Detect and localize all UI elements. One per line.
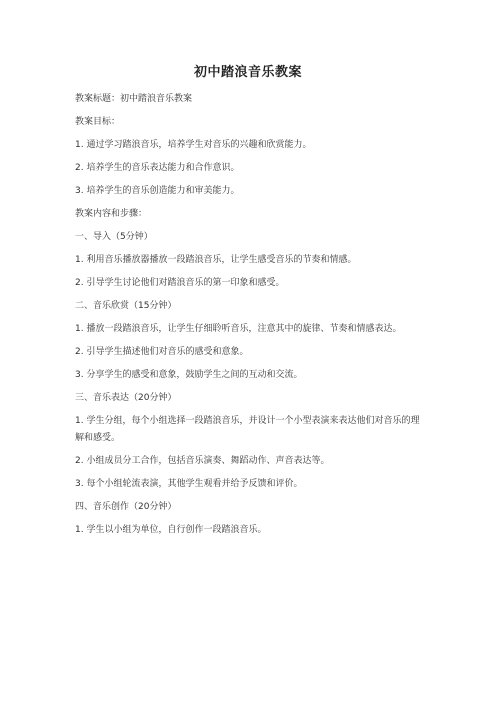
paragraph-intro-1: 1. 利用音乐播放器播放一段踏浪音乐，让学生感受音乐的节奏和情感。	[75, 255, 357, 265]
paragraph-content-heading: 教案内容和步骤：	[75, 209, 148, 219]
paragraph-goal-1: 1. 通过学习踏浪音乐，培养学生对音乐的兴趣和欣赏能力。	[75, 140, 312, 150]
document-title: 初中踏浪音乐教案	[193, 65, 302, 80]
paragraph-expression-2: 2. 小组成员分工合作，包括音乐演奏、舞蹈动作、声音表达等。	[75, 456, 330, 466]
paragraph-lesson-title: 教案标题：初中踏浪音乐教案	[75, 94, 193, 104]
paragraph-goals-heading: 教案目标：	[75, 117, 121, 127]
section-heading-expression: 三、音乐表达（20分钟）	[75, 393, 177, 403]
paragraph-expression-1: 1. 学生分组，每个小组选择一段踏浪音乐，并设计一个小型表演来表达他们对音乐的理解和感受。	[75, 416, 420, 443]
paragraph-goal-2: 2. 培养学生的音乐表达能力和合作意识。	[75, 163, 240, 173]
section-heading-appreciation: 二、音乐欣赏（15分钟）	[75, 301, 177, 311]
section-heading-intro: 一、导入（5分钟）	[75, 232, 153, 242]
paragraph-appreciation-3: 3. 分享学生的感受和意象，鼓励学生之间的互动和交流。	[75, 370, 303, 380]
paragraph-expression-3: 3. 每个小组轮流表演，其他学生观看并给予反馈和评价。	[75, 479, 303, 489]
paragraph-goal-3: 3. 培养学生的音乐创造能力和审美能力。	[75, 186, 240, 196]
paragraph-appreciation-1: 1. 播放一段踏浪音乐，让学生仔细聆听音乐，注意其中的旋律、节奏和情感表达。	[75, 324, 402, 334]
paragraph-intro-2: 2. 引导学生讨论他们对踏浪音乐的第一印象和感受。	[75, 278, 285, 288]
document-body	[75, 91, 425, 545]
section-heading-creation: 四、音乐创作（20分钟）	[75, 502, 177, 512]
paragraph-appreciation-2: 2. 引导学生描述他们对音乐的感受和意象。	[75, 347, 249, 357]
paragraph-creation-1: 1. 学生以小组为单位，自行创作一段踏浪音乐。	[75, 525, 267, 535]
